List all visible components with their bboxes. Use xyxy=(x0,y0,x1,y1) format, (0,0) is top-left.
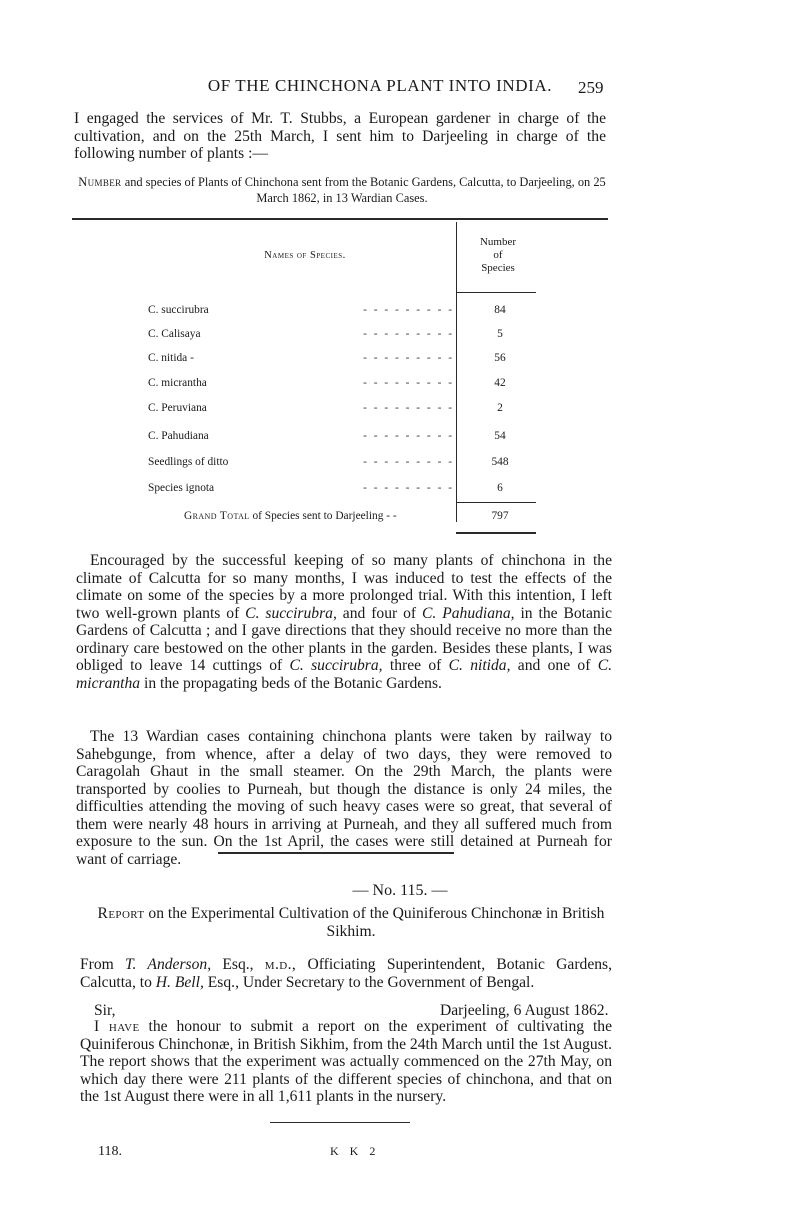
page-number: 259 xyxy=(578,78,604,97)
table-header-rule xyxy=(456,292,536,293)
italic-run: C. nitida, xyxy=(448,657,511,674)
caption-lead: Number xyxy=(78,175,122,189)
table-row xyxy=(148,304,538,322)
footer-rule xyxy=(270,1122,410,1123)
species-count: 54 xyxy=(494,430,506,442)
text-run: in the Botanic Gardens of Calcutta ; and I gave directions that they should receive no more than the ordinary care bestowed on the other plants in the garden. Besides these plants, I was obliged to leave 14 cuttings of xyxy=(76,604,612,674)
from-line xyxy=(80,956,612,991)
species-count: 2 xyxy=(497,402,503,414)
table-caption xyxy=(74,175,610,206)
column-header-number-line: Species xyxy=(481,262,515,274)
leader-dashes: - - - - - - - - - xyxy=(363,402,454,414)
italic-run: C. micrantha xyxy=(76,657,612,692)
text-run: From xyxy=(80,956,126,973)
italic-run: H. Bell, xyxy=(155,973,204,991)
species-name: C. succirubra xyxy=(148,304,209,316)
species-count: 6 xyxy=(497,482,503,494)
report-rest: on the Experimental Cultivation of the Quiniferous Chinchonæ in British Sikhim. xyxy=(144,905,605,940)
species-count: 56 xyxy=(494,352,506,364)
leader-dashes: - - - - - - - - - xyxy=(363,352,454,364)
species-name: C. micrantha xyxy=(148,377,207,389)
report-lead: Report xyxy=(97,905,145,922)
body-paragraph-1 xyxy=(76,552,612,692)
table-column-rule xyxy=(456,222,457,522)
column-header-number-line: of xyxy=(493,249,503,261)
text-run: in the propagating beds of the Botanic Gardens. xyxy=(140,674,442,692)
text-run: and one of xyxy=(510,657,598,674)
leader-dashes: - - - - - - - - - xyxy=(363,304,454,316)
letter-rest: the honour to submit a report on the experiment of cultivating the Quiniferous Chinchonæ, in British Sikhim, from the 24th March until the 1st August. The report shows that the experiment was actually commenced on the 27th May, on which day there were 211 plants of the different species of chinchona, and that on the 1st August there were in all 1,611 plants in the nursery. xyxy=(80,1018,612,1105)
section-divider xyxy=(218,852,454,854)
table-row xyxy=(148,352,538,370)
column-header-number-line: Number xyxy=(479,236,517,248)
text-run: and four of xyxy=(336,604,422,622)
table-row xyxy=(148,456,538,474)
letter-paragraph xyxy=(80,1018,612,1106)
species-count: 5 xyxy=(497,328,503,340)
body-paragraph-2: The 13 Wardian cases containing chinchona plants were taken by railway to Sahebgunge, from whence, after a delay of two days, they were removed to Caragolah Ghaut in the small steamer. On the 29th March, the plants were transported by coolies to Purneah, but though the distance is only 24 miles, the difficulties attending the moving of such heavy cases were so great, that several of them were nearly 48 hours in arriving at Purneah, and they all suffered much from exposure to the sun. On the 1st April, the cases were still detained at Purneah for want of carriage. xyxy=(76,728,612,868)
species-count: 84 xyxy=(494,304,506,316)
table-row xyxy=(148,430,538,448)
species-count: 548 xyxy=(491,456,509,468)
table-bottom-rule xyxy=(456,532,536,534)
table-row xyxy=(148,482,538,500)
species-name: C. Calisaya xyxy=(148,328,201,340)
report-title xyxy=(96,905,606,941)
leader-dashes: - - - - - - - - - xyxy=(363,430,454,442)
table-row xyxy=(148,402,538,420)
italic-run: T. Anderson, xyxy=(125,956,212,973)
letter-date: Darjeeling, 6 August 1862. xyxy=(440,1002,609,1019)
caption-text: and species of Plants of Chinchona sent from the Botanic Gardens, Calcutta, to Darjeeling, on 25 March 1862, in 13 Wardian Cases. xyxy=(121,175,606,205)
species-count: 42 xyxy=(494,377,506,389)
running-title: OF THE CHINCHONA PLANT INTO INDIA. xyxy=(207,76,553,95)
species-name: C. Pahudiana xyxy=(148,430,209,442)
table-total-rule xyxy=(456,502,536,503)
letter-lead: I have xyxy=(94,1018,140,1035)
grand-total-rest: of Species sent to Darjeeling - - xyxy=(249,510,397,522)
leader-dashes: - - - - - - - - - xyxy=(363,456,454,468)
italic-run: C. succirubra, xyxy=(289,657,383,674)
italic-run: C. Pahudiana, xyxy=(422,604,515,622)
leader-dashes: - - - - - - - - - xyxy=(363,377,454,389)
degree-abbrev: m.d., xyxy=(264,956,297,973)
species-name: Species ignota xyxy=(148,482,215,494)
grand-total-lead: Grand Total xyxy=(184,510,250,522)
text-run: Officiating Superintendent, Botanic Gardens, Calcutta, to xyxy=(80,956,613,991)
table-row xyxy=(148,328,538,346)
column-header-number xyxy=(462,236,534,275)
signature-mark: 118. xyxy=(98,1144,122,1159)
grand-total-label xyxy=(184,510,397,522)
gathering-mark: K K 2 xyxy=(330,1144,380,1158)
leader-dashes: - - - - - - - - - xyxy=(363,328,454,340)
species-name: Seedlings of ditto xyxy=(148,456,229,468)
species-name: C. nitida - xyxy=(148,352,194,364)
table-top-rule xyxy=(72,218,608,220)
column-header-names: Names of Species. xyxy=(264,250,346,261)
text-run: three of xyxy=(382,657,449,674)
salutation: Sir, xyxy=(94,1002,116,1019)
grand-total-value: 797 xyxy=(491,510,509,522)
text-run: Encouraged by the successful keeping of so many plants of chinchona in the climate of Calcutta for so many months, I was induced to test the effects of the climate on some of the species by a more prolonged trial. With this intention, I left two well-grown plants of xyxy=(76,552,612,622)
leader-dashes: - - - - - - - - - xyxy=(363,482,454,494)
species-name: C. Peruviana xyxy=(148,402,207,414)
text-run: Esq., Under Secretary to the Government of Bengal. xyxy=(203,973,535,991)
intro-paragraph: I engaged the services of Mr. T. Stubbs, a European gardener in charge of the cultivation, and on the 25th March, I sent him to Darjeeling in charge of the following number of plants :— xyxy=(74,110,606,162)
italic-run: C. succirubra, xyxy=(245,604,337,622)
section-number: — No. 115. — xyxy=(352,882,448,899)
text-run: Esq., xyxy=(211,956,265,973)
table-row xyxy=(148,377,538,395)
